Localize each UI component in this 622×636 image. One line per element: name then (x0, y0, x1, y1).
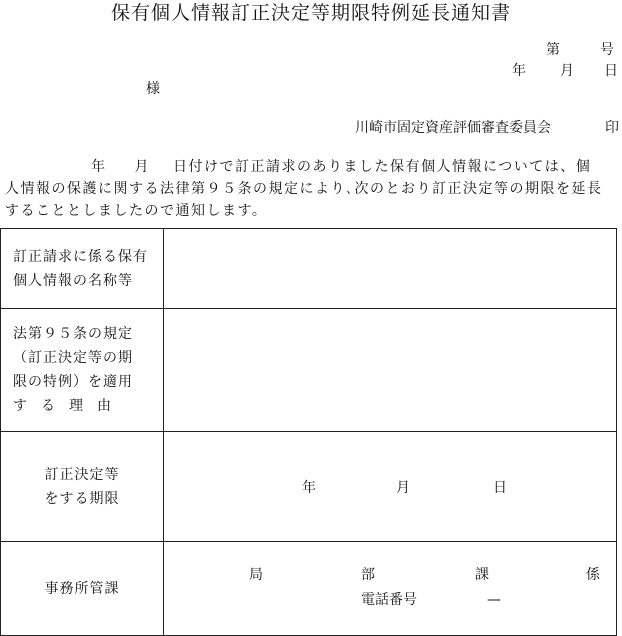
body-paragraph (5, 156, 617, 222)
body-month: 月 (134, 159, 150, 175)
body-line-3: することとしましたので通知します。 (5, 203, 268, 219)
table-row-deadline (1, 432, 617, 542)
issue-date-year: 年 (512, 63, 526, 79)
notification-table (0, 228, 617, 636)
issue-date-day: 日 (604, 63, 618, 79)
phone-number-label: 電話番号 (361, 592, 417, 608)
deadline-year: 年 (302, 480, 316, 496)
body-line-1-text: 日付けで訂正請求のありました保有個人情報については、個 (173, 159, 592, 175)
addressee-suffix: 様 (146, 81, 160, 97)
unit-label: 係 (586, 567, 600, 583)
department-label: 部 (361, 567, 375, 583)
label-deadline: 訂正決定等 をする期限 (1, 432, 164, 542)
label-extension-reason: 法第９５条の規定 （訂正決定等の期 限の特例）を適用 する理由 (1, 309, 164, 432)
section-label: 課 (475, 567, 489, 583)
label-information-name: 訂正請求に係る保有 個人情報の名称等 (1, 229, 164, 309)
table-row-information-name (1, 229, 617, 309)
deadline-day: 日 (493, 480, 507, 496)
bureau-label: 局 (249, 567, 263, 583)
value-extension-reason (164, 309, 617, 432)
phone-number-dash: — (487, 592, 501, 608)
label-responsible-section: 事務所管課 (1, 542, 164, 636)
issuer-name: 川崎市固定資産評価審査委員会 (355, 120, 551, 136)
seal-mark: 印 (605, 120, 619, 136)
deadline-month: 月 (396, 480, 410, 496)
value-deadline (164, 432, 617, 542)
body-year: 年 (91, 159, 107, 175)
document-title: 保有個人情報訂正決定等期限特例延長通知書 (110, 2, 511, 24)
table-row-extension-reason (1, 309, 617, 432)
table-row-responsible-section (1, 542, 617, 636)
body-line-1 (5, 156, 617, 178)
document-number-prefix: 第 (546, 42, 560, 58)
document-number-suffix: 号 (600, 42, 614, 58)
value-responsible-section (164, 542, 617, 636)
body-line-2: 人情報の保護に関する法律第９５条の規定により､次のとおり訂正決定等の期限を延長 (5, 181, 603, 197)
issue-date-month: 月 (560, 63, 574, 79)
value-information-name (164, 229, 617, 309)
